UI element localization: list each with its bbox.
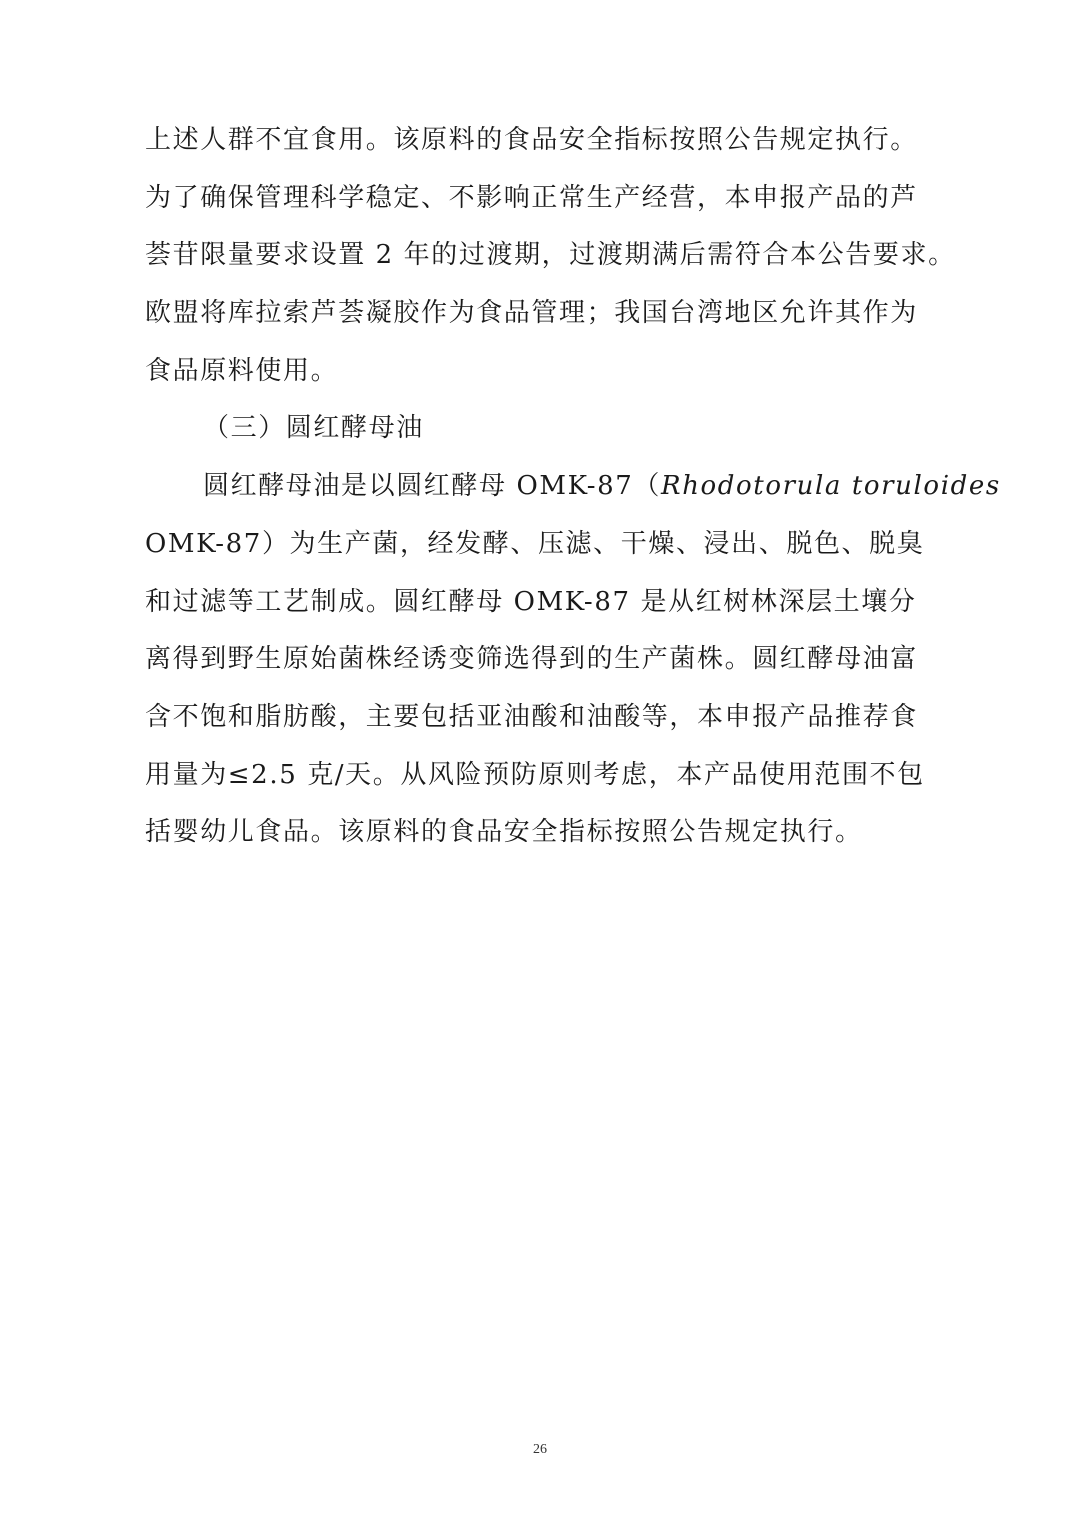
text-line: 为了确保管理科学稳定、不影响正常生产经营，本申报产品的芦 <box>145 182 918 213</box>
latin-species-name: Rhodotorula toruloides <box>661 471 1001 502</box>
text-line: 欧盟将库拉索芦荟凝胶作为食品管理；我国台湾地区允许其作为 <box>145 298 918 329</box>
page-number: 26 <box>533 1442 547 1457</box>
text-line: 括婴幼儿食品。该原料的食品安全指标按照公告规定执行。 <box>145 817 863 848</box>
text-line: 荟苷限量要求设置 2 年的过渡期，过渡期满后需符合本公告要求。 <box>145 240 956 271</box>
text-line: 离得到野生原始菌株经诱变筛选得到的生产菌株。圆红酵母油富 <box>145 644 918 675</box>
text-line: 含不饱和脂肪酸，主要包括亚油酸和油酸等，本申报产品推荐食 <box>145 701 918 732</box>
section-heading: （三）圆红酵母油 <box>203 413 424 444</box>
text-line: 用量为≤2.5 克/天。从风险预防原则考虑，本产品使用范围不包 <box>145 759 925 790</box>
text-line: 上述人群不宜食用。该原料的食品安全指标按照公告规定执行。 <box>145 125 918 155</box>
body-text <box>145 112 1001 862</box>
text-line: 和过滤等工艺制成。圆红酵母 OMK-87 是从红树林深层土壤分 <box>145 586 917 617</box>
text-line: OMK-87）为生产菌，经发酵、压滤、干燥、浸出、脱色、脱臭 <box>145 528 925 559</box>
text-segment: 圆红酵母油是以圆红酵母 OMK-87（ <box>203 471 662 502</box>
text-line <box>145 458 1001 516</box>
text-line: 食品原料使用。 <box>145 355 339 386</box>
